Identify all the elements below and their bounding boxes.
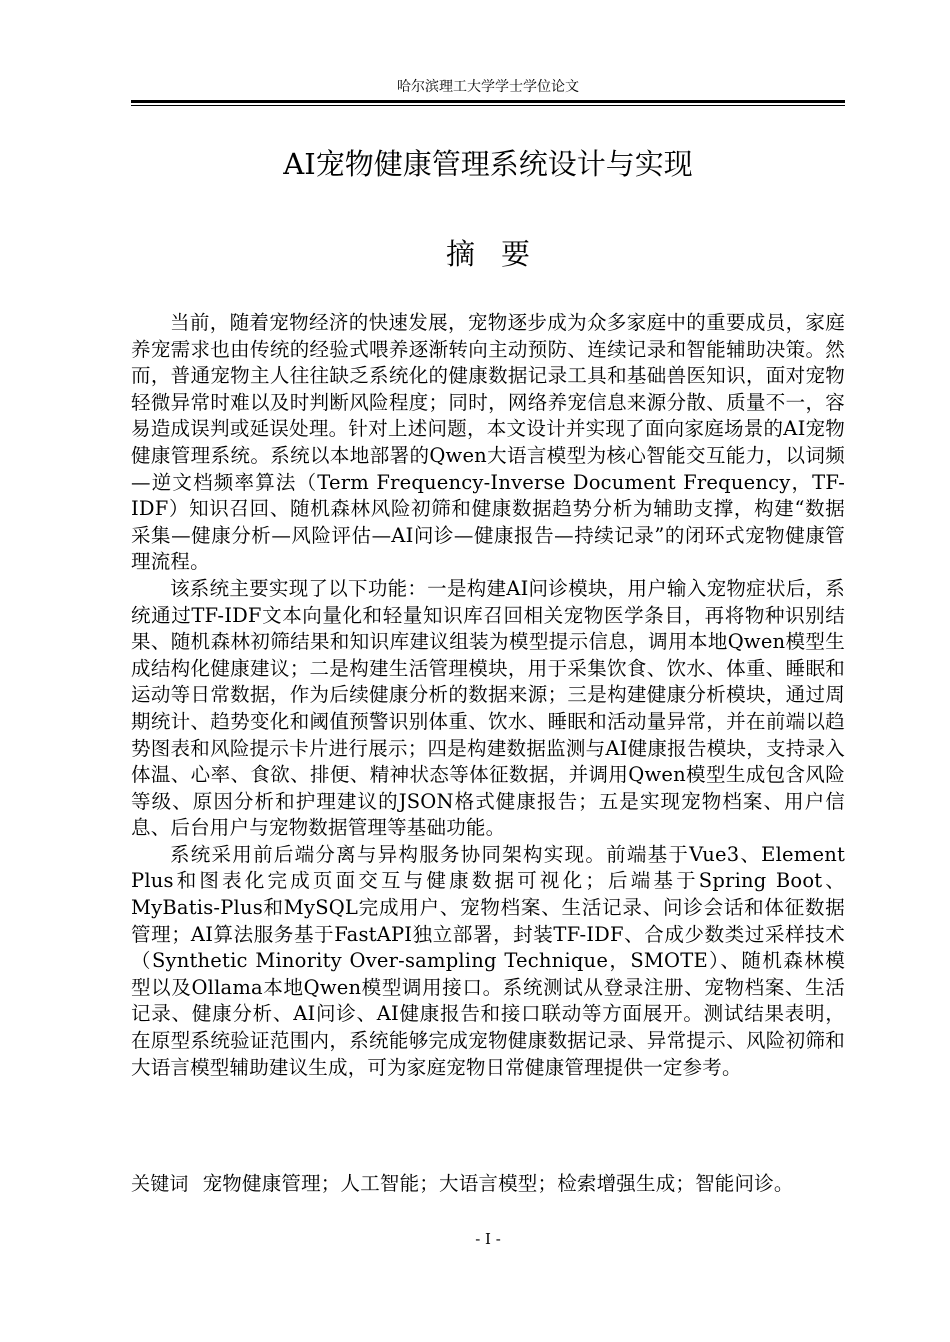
abstract-paragraph-2: 该系统主要实现了以下功能：一是构建AI问诊模块，用户输入宠物症状后，系统通过TF-IDF文本向量化和轻量知识库召回相关宠物医学条目，再将物种识别结果、随机森林初筛结果和知识库建议组装为模型提示信息，调用本地Qwen模型生成结构化健康建议；二是构建生活管理模块，用于采集饮食、饮水、体重、睡眠和运动等日常数据，作为后续健康分析的数据来源；三是构建健康分析模块，通过周期统计、趋势变化和阈值预警识别体重、饮水、睡眠和活动量异常，并在前端以趋势图表和风险提示卡片进行展示；四是构建数据监测与AI健康报告模块，支持录入体温、心率、食欲、排便、精神状态等体征数据，并调用Qwen模型生成包含风险等级、原因分析和护理建议的JSON格式健康报告；五是实现宠物档案、用户信息、后台用户与宠物数据管理等基础功能。 [131, 576, 845, 840]
abstract-paragraph-3: 系统采用前后端分离与异构服务协同架构实现。前端基于Vue3、Element Plus和图表化完成页面交互与健康数据可视化；后端基于Spring Boot、MyBatis-Plus和MySQL完成用户、宠物档案、生活记录、问诊会话和体征数据管理；AI算法服务基于FastAPI独立部署，封装TF-IDF、合成少数类过采样技术（Synthetic Minority Over-sampling Technique，SMOTE）、随机森林模型以及Ollama本地Qwen模型调用接口。系统测试从登录注册、宠物档案、生活记录、健康分析、AI问诊、AI健康报告和接口联动等方面展开。测试结果表明，在原型系统验证范围内，系统能够完成宠物健康数据记录、异常提示、风险初筛和大语言模型辅助建议生成，可为家庭宠物日常健康管理提供一定参考。 [131, 842, 845, 1079]
document-title: AI宠物健康管理系统设计与实现 [283, 147, 693, 181]
keywords-text: 宠物健康管理；人工智能；大语言模型；检索增强生成；智能问诊。 [202, 1172, 794, 1195]
page-number: - I - [475, 1230, 501, 1248]
running-header: 哈尔滨理工大学学士学位论文 [397, 79, 579, 95]
abstract-heading: 摘要 [445, 237, 556, 271]
abstract-paragraph-1: 当前，随着宠物经济的快速发展，宠物逐步成为众多家庭中的重要成员，家庭养宠需求也由传统的经验式喂养逐渐转向主动预防、连续记录和智能辅助决策。然而，普通宠物主人往往缺乏系统化的健康数据记录工具和基础兽医知识，面对宠物轻微异常时难以及时判断风险程度；同时，网络养宠信息来源分散、质量不一，容易造成误判或延误处理。针对上述问题，本文设计并实现了面向家庭场景的AI宠物健康管理系统。系统以本地部署的Qwen大语言模型为核心智能交互能力，以词频—逆文档频率算法（Term Frequency-Inverse Document Frequency，TF-IDF）知识召回、随机森林风险初筛和健康数据趋势分析为辅助支撑，构建“数据采集—健康分析—风险评估—AI问诊—健康报告—持续记录”的闭环式宠物健康管理流程。 [131, 311, 845, 574]
abstract-body [131, 310, 845, 1081]
header-rule-thick [131, 100, 845, 103]
keywords-line [131, 1171, 845, 1198]
keywords-label: 关键词 [131, 1173, 189, 1195]
header-rule-thin [131, 105, 845, 106]
